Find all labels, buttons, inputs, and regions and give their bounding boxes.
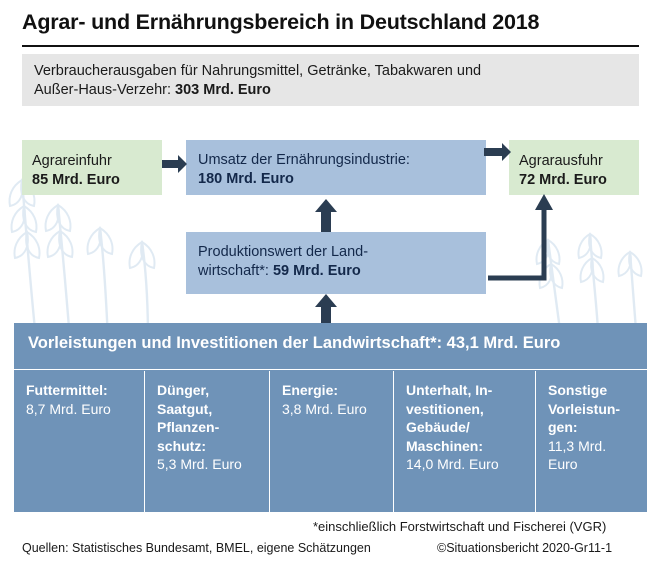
sources-note: Quellen: Statistisches Bundesamt, BMEL, eigene Schätzungen xyxy=(22,541,371,555)
consumer-total-value: 303 Mrd. Euro xyxy=(175,82,271,98)
ernaehrungsindustrie-label: Umsatz der Ernährungsindustrie: xyxy=(198,152,410,168)
column-label: Dünger, Saatgut, Pflanzen-schutz: xyxy=(157,382,220,454)
arrow-industry-to-export xyxy=(484,143,512,169)
agrareinfuhr-box xyxy=(22,140,162,195)
arrow-vorleistungen-to-production xyxy=(312,294,340,324)
agrarausfuhr-value: 72 Mrd. Euro xyxy=(519,172,607,188)
vorleistungen-column xyxy=(269,371,393,512)
produktionswert-label-line1: Produktionswert der Land- xyxy=(198,244,369,260)
arrow-production-to-industry xyxy=(312,199,340,233)
footnote: *einschließlich Forstwirtschaft und Fischerei (VGR) xyxy=(313,519,607,534)
agrareinfuhr-value: 85 Mrd. Euro xyxy=(32,172,120,188)
produktionswert-box xyxy=(186,232,486,294)
column-value: 8,7 Mrd. Euro xyxy=(26,400,111,417)
produktionswert-label-suffix: wirtschaft*: xyxy=(198,263,273,279)
consumer-expenditure-box xyxy=(22,54,639,106)
column-value: 14,0 Mrd. Euro xyxy=(406,456,499,472)
vorleistungen-columns xyxy=(14,371,647,512)
vorleistungen-column xyxy=(144,371,269,512)
column-label: Energie: xyxy=(282,382,339,398)
column-value: 3,8 Mrd. Euro xyxy=(282,400,367,417)
vorleistungen-heading: Vorleistungen und Investitionen der Landwirtschaft*: 43,1 Mrd. Euro xyxy=(28,334,561,352)
ernaehrungsindustrie-value-text: 180 Mrd. Euro xyxy=(198,171,294,187)
page-title: Agrar- und Ernährungsbereich in Deutschland 2018 xyxy=(22,10,540,34)
consumer-line-2-prefix: Außer-Haus-Verzehr: xyxy=(34,82,176,98)
agrarausfuhr-box xyxy=(509,140,639,195)
consumer-line-2 xyxy=(34,81,627,100)
agrareinfuhr-label: Agrareinfuhr xyxy=(32,153,112,169)
arrow-production-to-export xyxy=(482,190,562,282)
vorleistungen-divider xyxy=(14,369,647,370)
ernaehrungsindustrie-box xyxy=(186,140,486,195)
title-divider xyxy=(22,45,639,47)
arrow-import-to-industry xyxy=(162,155,188,181)
produktionswert-value: 59 Mrd. Euro xyxy=(272,263,361,279)
ernaehrungsindustrie-value xyxy=(198,170,474,189)
vorleistungen-column xyxy=(14,371,144,512)
column-value: 11,3 Mrd. Euro xyxy=(548,437,607,472)
vorleistungen-column xyxy=(535,371,647,512)
column-label: Futtermittel: xyxy=(26,382,108,398)
vorleistungen-column xyxy=(393,371,535,512)
produktionswert-label-line2 xyxy=(198,262,474,281)
agrarausfuhr-label: Agrarausfuhr xyxy=(519,153,603,169)
consumer-line-1: Verbraucherausgaben für Nahrungsmittel, Getränke, Tabakwaren und xyxy=(34,63,482,79)
column-label: Sonstige Vorleistun-gen: xyxy=(548,382,621,435)
credit-note: ©Situationsbericht 2020-Gr11-1 xyxy=(437,541,613,555)
column-value: 5,3 Mrd. Euro xyxy=(157,456,242,472)
vorleistungen-block xyxy=(14,323,647,512)
column-label: Unterhalt, In-vestitionen, Gebäude/ Maschinen: xyxy=(406,382,493,454)
